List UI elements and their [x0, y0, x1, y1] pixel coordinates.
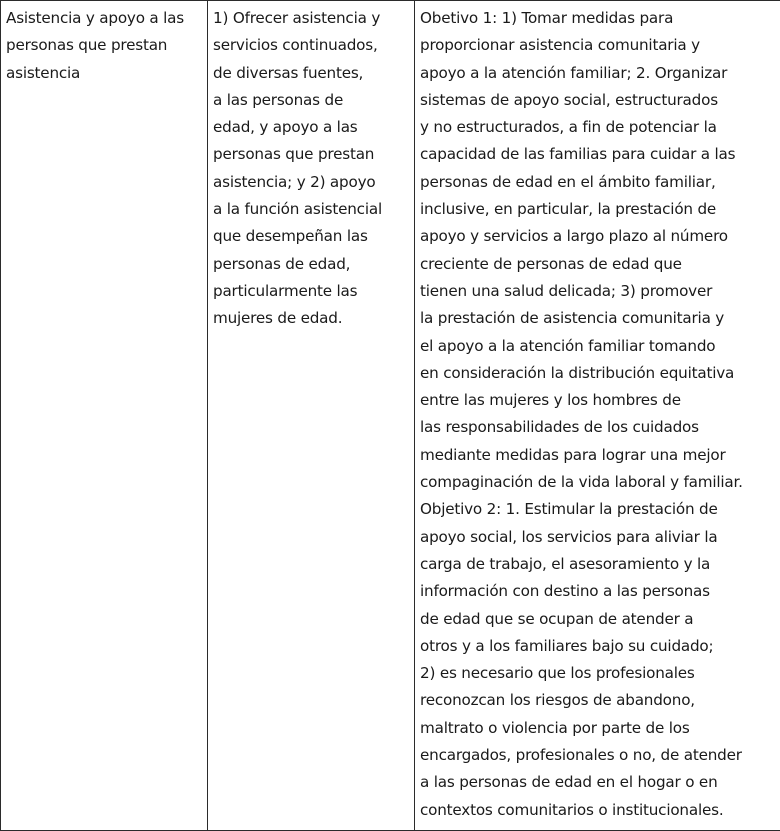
measures-line: contextos comunitarios o institucionales.: [420, 800, 724, 819]
measures-line: personas de edad en el ámbito familiar,: [420, 172, 716, 191]
objective-line: servicios continuados,: [213, 36, 378, 55]
measures-line: el apoyo a la atención familiar tomando: [420, 336, 716, 355]
topic-line: Asistencia y apoyo a las: [6, 9, 184, 27]
measures-line: sistemas de apoyo social, estructurados: [420, 90, 718, 109]
topic-text: [6, 5, 207, 87]
measures-line: proporcionar asistencia comunitaria y: [420, 36, 700, 55]
measures-line: reconozcan los riesgos de abandono,: [420, 691, 695, 710]
measures-line: la prestación de asistencia comunitaria y: [420, 309, 725, 328]
measures-line: apoyo y servicios a largo plazo al número: [420, 227, 728, 246]
measures-line: tienen una salud delicada; 3) promover: [420, 281, 713, 300]
measures-line: Obetivo 1: 1) Tomar medidas para: [420, 9, 674, 27]
measures-line: capacidad de las familias para cuidar a las: [420, 145, 736, 164]
measures-line: apoyo a la atención familiar; 2. Organizar: [420, 63, 728, 82]
objective-line: que desempeñan las: [213, 227, 368, 246]
objective-line: 1) Ofrecer asistencia y: [213, 9, 381, 27]
measures-line: encargados, profesionales o no, de atender: [420, 746, 742, 765]
topic-line: asistencia: [6, 63, 81, 82]
measures-line: compaginación de la vida laboral y familiar.: [420, 473, 743, 492]
objective-line: de diversas fuentes,: [213, 63, 364, 82]
measures-line: otros y a los familiares bajo su cuidado;: [420, 636, 714, 655]
objective-line: personas de edad,: [213, 254, 351, 273]
objective-line: asistencia; y 2) apoyo: [213, 172, 376, 191]
objective-line: particularmente las: [213, 281, 358, 300]
measures-line: 2) es necesario que los profesionales: [420, 664, 695, 683]
measures-line: en consideración la distribución equitativa: [420, 363, 735, 382]
objective-line: mujeres de edad.: [213, 309, 343, 328]
objective-line: edad, y apoyo a las: [213, 118, 358, 137]
measures-line: inclusive, en particular, la prestación de: [420, 200, 717, 219]
measures-line: apoyo social, los servicios para aliviar la: [420, 527, 718, 546]
topic-line: personas que prestan: [6, 36, 168, 55]
measures-line: y no estructurados, a fin de potenciar la: [420, 118, 717, 137]
measures-line: entre las mujeres y los hombres de: [420, 391, 681, 410]
measures-line: mediante medidas para lograr una mejor: [420, 445, 726, 464]
measures-text: [420, 5, 780, 824]
measures-line: Objetivo 2: 1. Estimular la prestación de: [420, 500, 718, 519]
objective-cell: [208, 1, 415, 831]
measures-cell: [415, 1, 780, 831]
measures-line: maltrato o violencia por parte de los: [420, 718, 690, 737]
measures-line: carga de trabajo, el asesoramiento y la: [420, 554, 711, 573]
objective-text: [213, 5, 414, 333]
measures-line: las responsabilidades de los cuidados: [420, 418, 699, 437]
measures-line: creciente de personas de edad que: [420, 254, 682, 273]
objective-line: a las personas de: [213, 90, 344, 109]
measures-line: a las personas de edad en el hogar o en: [420, 773, 718, 792]
table-row: [1, 1, 780, 831]
measures-line: información con destino a las personas: [420, 582, 710, 601]
topic-cell: [1, 1, 208, 831]
objective-line: personas que prestan: [213, 145, 375, 164]
objective-line: a la función asistencial: [213, 200, 382, 219]
measures-line: de edad que se ocupan de atender a: [420, 609, 694, 628]
